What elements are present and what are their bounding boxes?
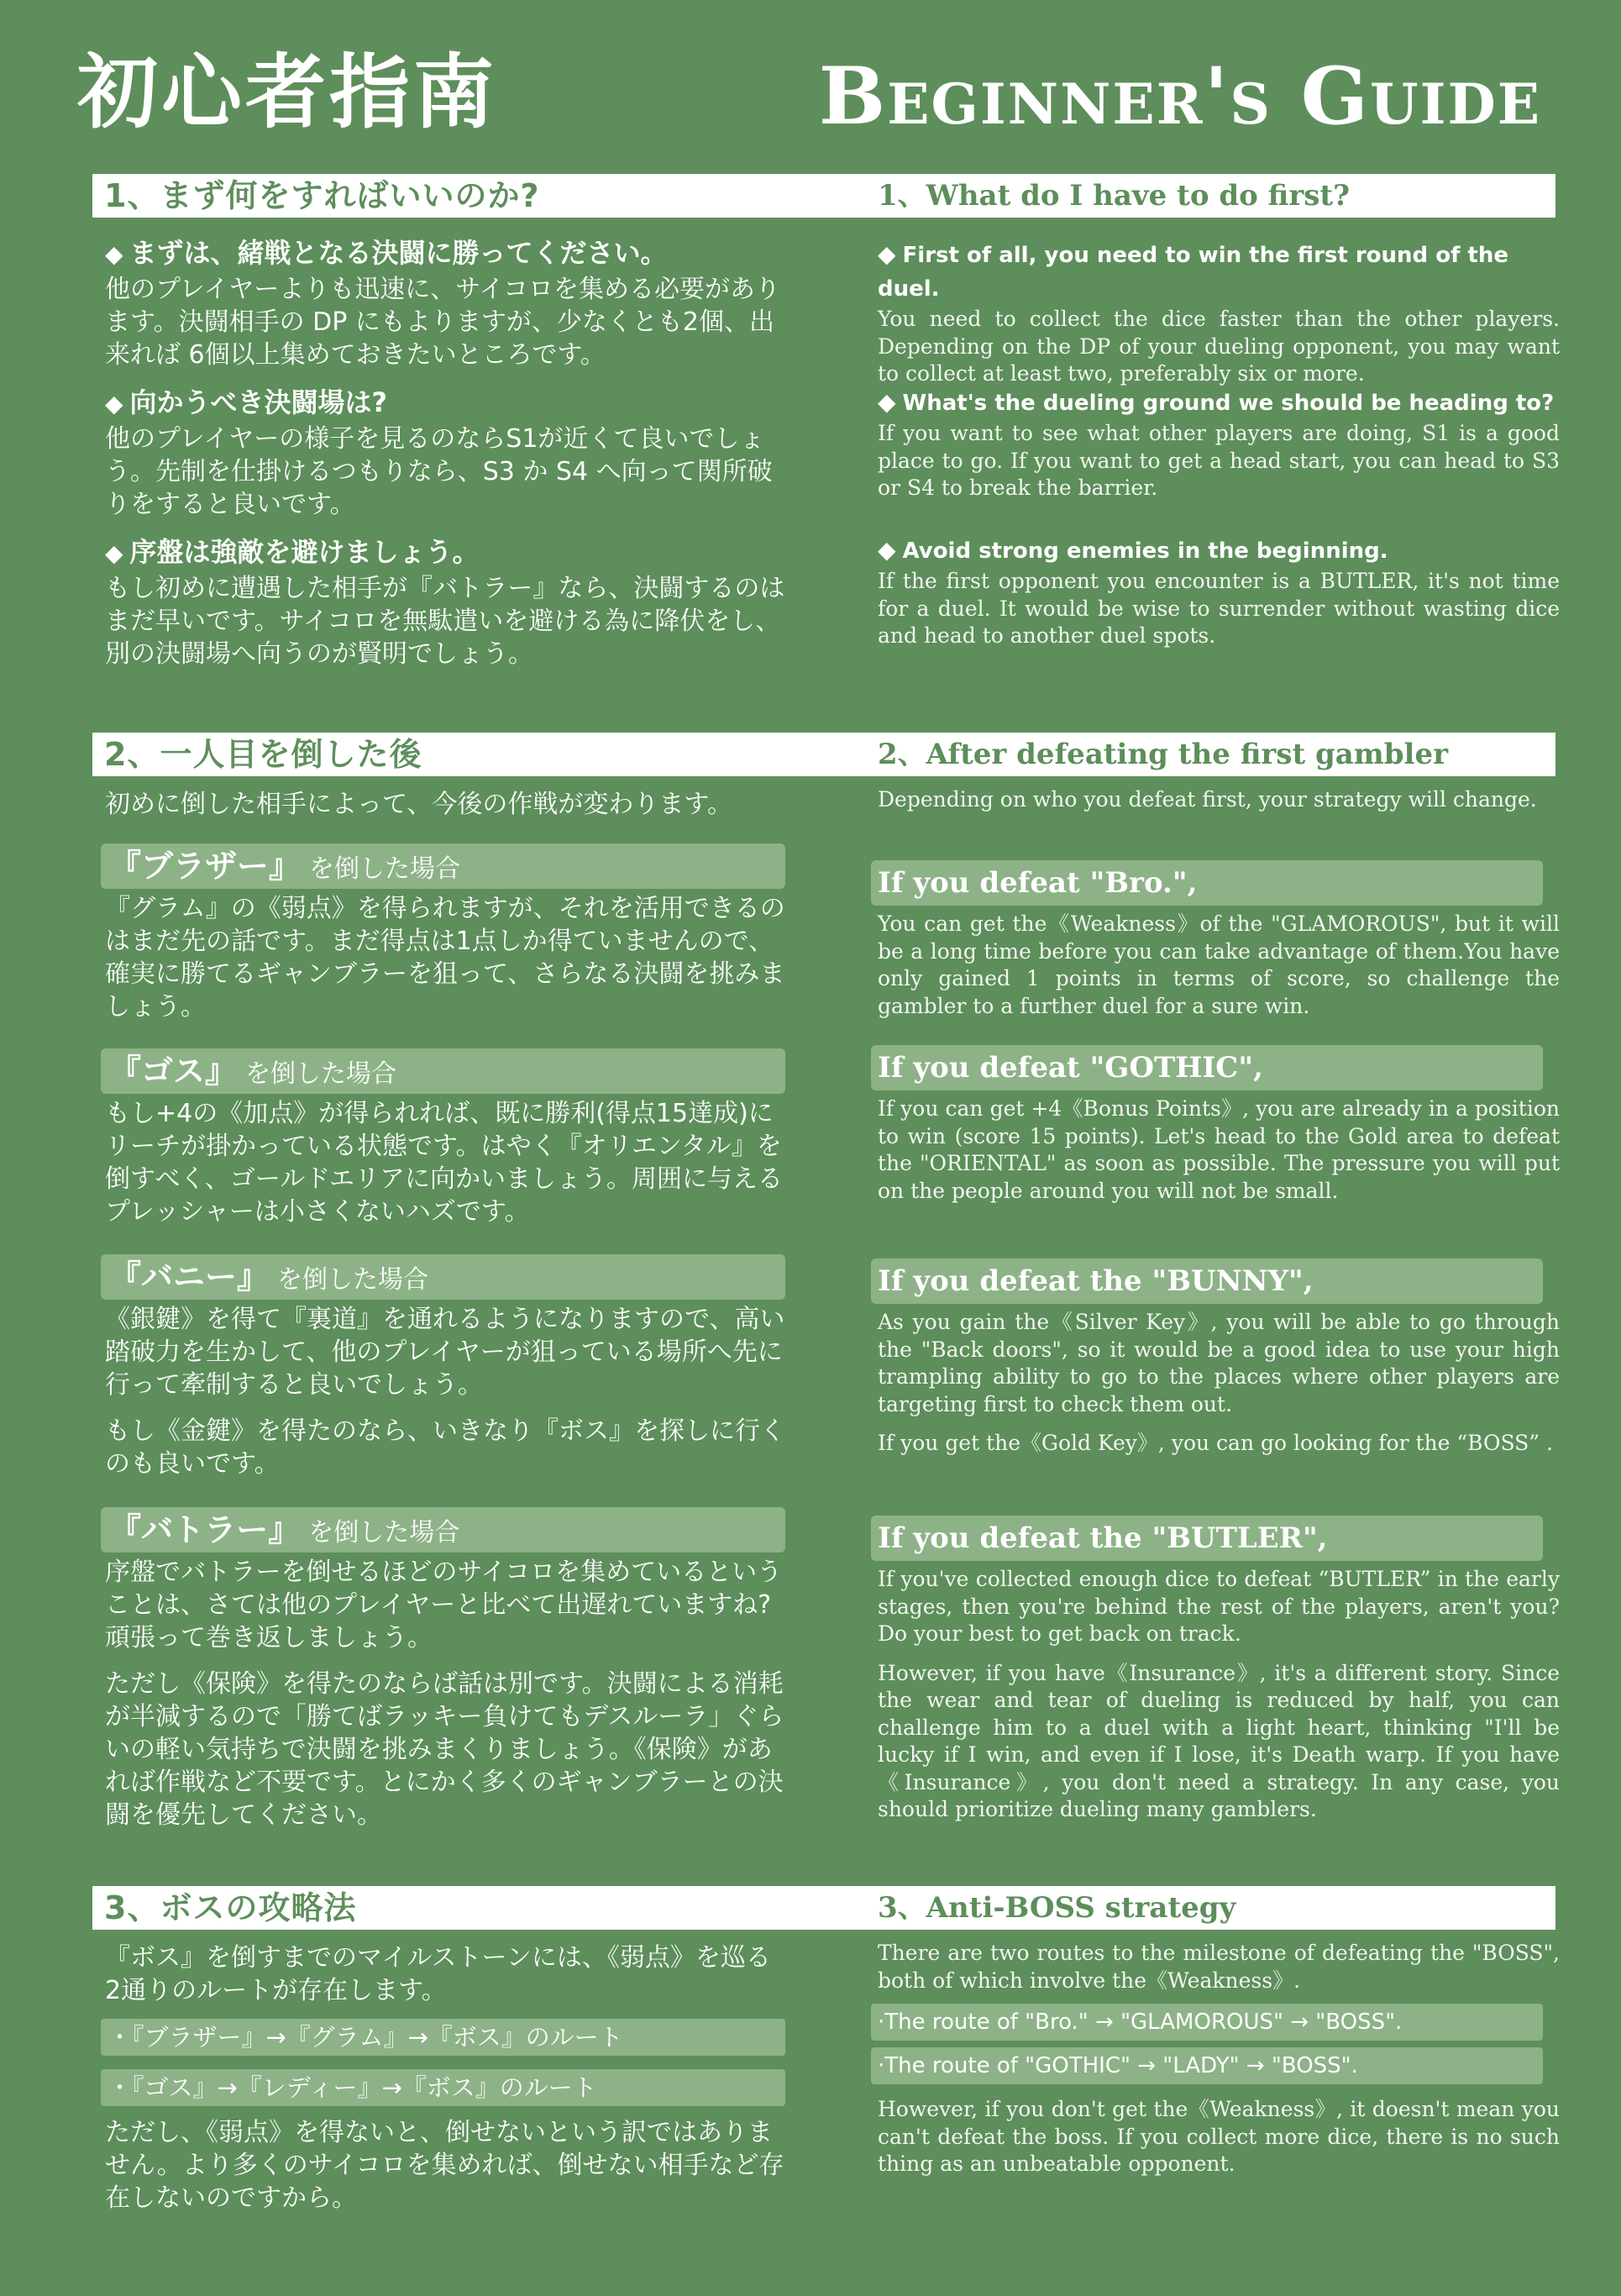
- case-name: 『バニー』: [109, 1258, 270, 1295]
- case-heading-bar: [101, 843, 785, 889]
- paragraph: As you gain the《Silver Key》, you will be able to go through the "Back doors", so it would be a good idea to use your high trampling ability to go to the places where other players are targeting first to check them out.: [878, 1310, 1560, 1416]
- diamond-icon: ◆: [105, 539, 123, 567]
- case-gothic-en: [878, 1045, 1560, 1205]
- paragraph: However, if you have《Insurance》, it's a different story. Since the wear and tear of dueling is reduced by half, you can challenge him to a duel with a light heart, thinking "I'll be lucky if I win, and even if I lose, it's Death warp. If you have《Insurance》, you don't need a strategy. In any case, you should prioritize dueling many gamblers.: [878, 1660, 1560, 1821]
- subheading: [105, 234, 790, 273]
- page-title-jp: 初心者指南: [77, 45, 497, 139]
- case-gothic-jp: [105, 1048, 790, 1228]
- case-bro-en: [878, 860, 1560, 1020]
- section-3-header: [92, 1886, 1555, 1930]
- subheading-text: 序盤は強敵を避けましょう。: [129, 536, 480, 568]
- paragraph: 《銀鍵》を得て『裏道』を通れるようになりますので、高い踏破力を生かして、他のプレイヤーが狙っている場所へ先に行って牽制すると良いでしょう。: [105, 1305, 785, 1400]
- route-bro-jp: ・『ブラザー』→『グラム』→『ボス』のルート: [101, 2019, 785, 2056]
- paragraph: もし+4の《加点》が得られれば、既に勝利(得点15達成)にリーチが掛かっている状態です。はやく『オリエンタル』を倒すべく、ゴールドエリアに向かいましょう。周囲に与えるプレッシャーは小さくないハズです。: [105, 1099, 783, 1227]
- section-3: [92, 1886, 1560, 2239]
- paragraph: If you can get +4《Bonus Points》, you are already in a position to win (score 15 points). Let's head to the Gold area to defeat the "ORIENTAL" as soon as possible. The pressure you will put on the people around you will not be small.: [878, 1096, 1560, 1203]
- paragraph: 『グラム』の《弱点》を得られますが、それを活用できるのはまだ先の話です。まだ得点は1点しか得ていませんので、確実に勝てるギャンブラーを狙って、さらなる決闘を挑みましょう。: [105, 894, 785, 1022]
- case-heading-bar: If you defeat "Bro.",: [871, 860, 1543, 906]
- case-bunny-en: [878, 1258, 1560, 1458]
- case-heading-bar: [101, 1507, 785, 1553]
- section-1-header: [92, 174, 1555, 218]
- paragraph: 他のプレイヤーよりも迅速に、サイコロを集める必要があります。決闘相手の DP にもよりますが、少なくとも2個、出来れば 6個以上集めておきたいところです。: [105, 275, 780, 370]
- case-name: 『ゴス』: [109, 1053, 238, 1090]
- paragraph: If you want to see what other players are doing, S1 is a good place to go. If you want to get a head start, you can head to S3 or S4 to break the barrier.: [878, 421, 1560, 500]
- diamond-icon: ◆: [878, 388, 896, 416]
- section-2-header: [92, 733, 1555, 776]
- section-2-title-en: 2、After defeating the first gambler: [878, 738, 1449, 771]
- route-bro-en: ·The route of "Bro." → "GLAMOROUS" → "BOSS".: [871, 2004, 1543, 2041]
- item-dueling-ground-jp: [105, 384, 790, 521]
- subheading-text: First of all, you need to win the first round of the duel.: [878, 243, 1509, 302]
- section-3-intro-en: There are two routes to the milestone of defeating the "BOSS", both of which involve the《Weakness》.: [878, 1941, 1560, 1993]
- item-avoid-enemies-en: [878, 533, 1560, 650]
- section-2-intro-jp: 初めに倒した相手によって、今後の作戦が変わります。: [105, 790, 732, 819]
- case-bro-jp: [105, 843, 790, 1023]
- section-2-title-jp: 2、一人目を倒した後: [104, 736, 422, 773]
- subheading-text: まずは、緒戦となる決闘に勝ってください。: [129, 237, 668, 269]
- case-name: 『ブラザー』: [109, 848, 302, 885]
- paragraph: If the first opponent you encounter is a BUTLER, it's not time for a duel. It would be wise to surrender without wasting dice and head to another duel spots.: [878, 569, 1560, 648]
- paragraph: ただし《保険》を得たのならば話は別です。決闘による消耗が半減するので「勝てばラッキー負けてもデスルーラ」ぐらいの軽い気持ちで決闘を挑みまくりましょう。《保険》があれば作戦など不要です。とにかく多くのギャンブラーとの決闘を優先してください。: [105, 1669, 784, 1830]
- subheading: [878, 238, 1560, 306]
- subheading-text: What's the dueling ground we should be heading to?: [902, 391, 1555, 416]
- diamond-icon: ◆: [105, 390, 123, 418]
- paragraph: 序盤でバトラーを倒せるほどのサイコロを集めているということは、さては他のプレイヤーと比べて出遅れていますね? 頑張って巻き返しましょう。: [105, 1558, 783, 1652]
- paragraph: You can get the《Weakness》of the "GLAMOROUS", but it will be a long time before you can take advantage of them.You have only gained 1 points in terms of score, so challenge the gambler to a further duel for a sure win.: [878, 912, 1560, 1018]
- page-title-en: Beginner's Guide: [818, 50, 1541, 143]
- case-heading-bar: If you defeat the "BUTLER",: [871, 1516, 1543, 1561]
- case-butler-jp: [105, 1507, 790, 1831]
- case-suffix: を倒した場合: [309, 854, 461, 884]
- paragraph: If you get the《Gold Key》, you can go looking for the “BOSS” .: [878, 1431, 1553, 1455]
- subheading: [878, 533, 1560, 568]
- section-3-intro-jp: 『ボス』を倒すまでのマイルストーンには、《弱点》を巡る 2通りのルートが存在します。: [105, 1943, 771, 2005]
- paragraph: You need to collect the dice faster than the other players. Depending on the DP of your dueling opponent, you may want to collect at least two, preferably six or more.: [878, 307, 1560, 386]
- case-heading-bar: [101, 1048, 785, 1094]
- paragraph: If you've collected enough dice to defeat “BUTLER” in the early stages, then you're behind the rest of the players, aren't you? Do your best to get back on track.: [878, 1567, 1560, 1646]
- route-gothic-jp: ・『ゴス』→『レディー』→『ボス』のルート: [101, 2069, 785, 2106]
- subheading: [105, 533, 790, 572]
- item-win-first-duel-jp: [105, 234, 790, 371]
- section-1-title-jp: 1、まず何をすればいいのか?: [104, 177, 540, 214]
- case-heading-bar: [101, 1254, 785, 1300]
- subheading: [878, 386, 1560, 420]
- diamond-icon: ◆: [105, 240, 123, 268]
- section-3-title-en: 3、Anti-BOSS strategy: [878, 1891, 1236, 1925]
- item-win-first-duel-en: [878, 238, 1560, 388]
- item-avoid-enemies-jp: [105, 533, 790, 670]
- section-2: [92, 733, 1560, 1830]
- subheading: [105, 384, 790, 423]
- paragraph: 他のプレイヤーの様子を見るのならS1が近くて良いでしょう。先制を仕掛けるつもりなら、S3 か S4 へ向って関所破りをすると良いです。: [105, 424, 773, 519]
- paragraph: もし《金鍵》を得たのなら、いきなり『ボス』を探しに行くのも良いです。: [105, 1416, 785, 1479]
- case-suffix: を倒した場合: [277, 1265, 429, 1295]
- section-1: [92, 174, 1560, 695]
- route-gothic-en: ·The route of "GOTHIC" → "LADY" → "BOSS".: [871, 2047, 1543, 2084]
- section-3-outro-jp: ただし、《弱点》を得ないと、倒せないという訳ではありません。より多くのサイコロを集めれば、倒せない相手など存在しないのですから。: [105, 2118, 784, 2213]
- case-heading-bar: If you defeat the "BUNNY",: [871, 1258, 1543, 1304]
- diamond-icon: ◆: [878, 240, 896, 268]
- subheading-text: Avoid strong enemies in the beginning.: [902, 539, 1388, 564]
- case-name: 『バトラー』: [109, 1511, 301, 1548]
- case-bunny-jp: [105, 1254, 790, 1480]
- paragraph: もし初めに遭遇した相手が『バトラー』なら、決闘するのはまだ早いです。サイコロを無駄遣いを避ける為に降伏をし、別の決闘場へ向うのが賢明でしょう。: [105, 574, 785, 669]
- subheading-text: 向かうべき決闘場は?: [129, 386, 388, 418]
- case-butler-en: [878, 1516, 1560, 1824]
- section-3-outro-en: However, if you don't get the《Weakness》, it doesn't mean you can't defeat the boss. If you collect more dice, there is no such thing as an unbeatable opponent.: [878, 2097, 1560, 2176]
- case-suffix: を倒した場合: [245, 1059, 397, 1089]
- section-1-title-en: 1、What do I have to do first?: [878, 179, 1351, 213]
- section-2-intro-en: Depending on who you defeat first, your strategy will change.: [878, 787, 1537, 812]
- item-dueling-ground-en: [878, 386, 1560, 502]
- diamond-icon: ◆: [878, 536, 896, 564]
- case-heading-bar: If you defeat "GOTHIC",: [871, 1045, 1543, 1090]
- case-suffix: を倒した場合: [308, 1518, 460, 1547]
- section-3-title-jp: 3、ボスの攻略法: [104, 1889, 357, 1926]
